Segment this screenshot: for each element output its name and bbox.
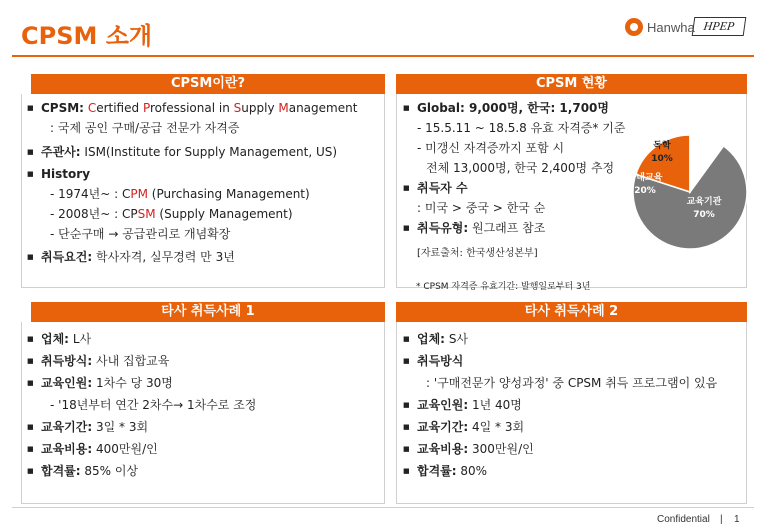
case-row xyxy=(417,460,746,482)
count-estimate: 전체 13,000명, 한국 2,400명 추정 xyxy=(426,161,615,175)
panel-header: CPSM 현황 xyxy=(396,74,747,94)
case-row-value: 400만원/인 xyxy=(96,442,158,456)
logo-text: Hanwha xyxy=(647,19,695,35)
pie-slice-label: 교육기관 xyxy=(686,197,722,207)
case-row xyxy=(41,438,384,460)
case-row xyxy=(417,350,746,372)
case-row xyxy=(41,328,384,350)
case-row-value: 300만원/인 xyxy=(472,442,534,456)
case-row xyxy=(417,394,746,416)
case-row xyxy=(41,350,384,372)
panel-header: 타사 취득사례 2 xyxy=(396,302,747,322)
pie-slice-value: 10% xyxy=(651,154,673,164)
page-number: 1 xyxy=(734,514,740,525)
case-row-label: 교육비용: xyxy=(417,442,469,456)
company-logo xyxy=(625,18,695,36)
case-row xyxy=(417,372,746,394)
case-row-value: 사내 집합교육 xyxy=(96,354,170,368)
case-row-label: 업체: xyxy=(41,332,69,346)
organizer-row: ■ 주관사: ISM(Institute for Supply Management, US) xyxy=(41,142,384,162)
cpsm-definition xyxy=(41,98,384,118)
case-row-label: 교육비용: xyxy=(41,442,93,456)
case-row-value: 3일 * 3회 xyxy=(96,420,149,434)
count-basis: - 15.5.11 ~ 18.5.8 유효 자격증* 기준 xyxy=(417,121,626,135)
case-row-label: 교육인원: xyxy=(41,376,93,390)
case-row-value: L사 xyxy=(72,332,92,346)
history-item-cpm: - 1974년~ : CPM (Purchasing Management) xyxy=(50,187,310,201)
history-item-cpsm: - 2008년~ : CPSM (Supply Management) xyxy=(50,207,293,221)
pie-slice-label: 독학 xyxy=(653,141,671,151)
case-row xyxy=(41,372,384,394)
case-row-value: 1년 40명 xyxy=(472,398,522,412)
holders-label: ■ 취득자 수 xyxy=(417,178,746,198)
confidential-label: Confidential xyxy=(657,514,710,525)
panel-body xyxy=(396,322,747,504)
panel-body xyxy=(21,322,385,504)
case-row-label: 교육기간: xyxy=(417,420,469,434)
count-note: - 미갱신 자격증까지 포함 시 xyxy=(417,141,565,155)
case-row-label: 합격률: xyxy=(417,464,457,478)
pie-slice-value: 20% xyxy=(634,186,656,196)
pie-slice-value: 70% xyxy=(693,210,715,220)
case-row-value: 4일 * 3회 xyxy=(472,420,525,434)
case-row xyxy=(417,438,746,460)
case-row-label: 교육기간: xyxy=(41,420,93,434)
case-row xyxy=(417,416,746,438)
case-row-value: S사 xyxy=(448,332,469,346)
type-row: ■ 취득유형: 원그래프 참조 xyxy=(417,218,746,238)
cpsm-description: : 국제 공인 구매/공급 전문가 자격증 xyxy=(50,121,240,135)
hanwha-logo-icon xyxy=(625,18,643,36)
validity-footnote: * CPSM 자격증 유효기간: 발행일로부터 3년 xyxy=(416,282,591,292)
case-row-value: 85% 이상 xyxy=(84,464,139,478)
case-row-value: - '18년부터 연간 2차수→ 1차수로 조정 xyxy=(50,398,257,412)
case-row xyxy=(41,416,384,438)
panel-case-1 xyxy=(31,302,385,504)
acquisition-type-pie-chart xyxy=(612,124,748,260)
panel-header: CPSM이란? xyxy=(31,74,385,94)
history-item-concept: - 단순구매 → 공급관리로 개념확장 xyxy=(50,227,231,241)
case-row xyxy=(41,394,384,416)
case-row-value: 1차수 당 30명 xyxy=(96,376,173,390)
case-row-label: 합격률: xyxy=(41,464,81,478)
case-row-label: 취득방식: xyxy=(41,354,93,368)
case-row xyxy=(417,328,746,350)
title-divider xyxy=(12,55,754,57)
cpsm-fullname: Certified Professional in Supply Management xyxy=(87,101,358,115)
page-title: CPSM 소개 xyxy=(21,22,153,50)
case-row xyxy=(41,460,384,482)
data-source: [자료출처: 한국생산성본부] xyxy=(417,248,538,259)
cpsm-label: CPSM: xyxy=(41,101,84,115)
panel-case-2 xyxy=(396,302,747,504)
pie-slice-label: 사내교육 xyxy=(627,173,663,183)
case-row-label: 취득방식 xyxy=(417,354,464,368)
panel-cpsm-intro xyxy=(31,74,385,288)
case-row-value: : '구매전문가 양성과정' 중 CPSM 취득 프로그램이 있음 xyxy=(426,376,718,390)
history-label: ■ History xyxy=(41,164,384,184)
hpep-badge: HPEP xyxy=(692,17,747,36)
footer-separator: | xyxy=(720,514,723,525)
case-row-label: 교육인원: xyxy=(417,398,469,412)
global-count: ■ Global: 9,000명, 한국: 1,700명 xyxy=(417,98,746,118)
requirement-row: ■ 취득요건: 학사자격, 실무경력 만 3년 xyxy=(41,247,384,267)
footer-divider xyxy=(12,507,754,508)
holders-rank: : 미국 > 중국 > 한국 순 xyxy=(417,201,546,215)
panel-header: 타사 취득사례 1 xyxy=(31,302,385,322)
case-row-value: 80% xyxy=(460,464,488,478)
case-row-label: 업체: xyxy=(417,332,445,346)
panel-body xyxy=(21,94,385,288)
